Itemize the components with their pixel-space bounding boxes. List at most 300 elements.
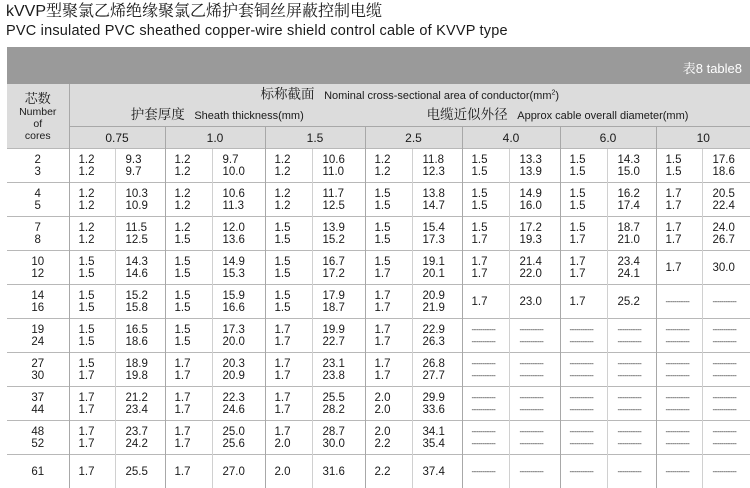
sheath-thickness-cell (462, 387, 509, 421)
diameter-value: 13.9 (520, 166, 560, 178)
sheath-value: 1.5 (79, 324, 115, 336)
diameter-value: 25.0 (223, 426, 265, 438)
sheath-thickness-cell (365, 319, 412, 353)
diameter-value: 30.0 (713, 262, 750, 274)
overall-diameter-cell (509, 319, 560, 353)
overall-diameter-cell (607, 285, 656, 319)
diameter-value: 20.0 (223, 336, 265, 348)
sheath-thickness-cell (69, 319, 115, 353)
diameter-value: 18.7 (323, 302, 365, 314)
overall-diameter-cell (509, 421, 560, 455)
overall-diameter-cell (509, 285, 560, 319)
not-available-dash: ----------- (472, 466, 509, 478)
not-available-dash: ----------- (520, 438, 560, 450)
nominal-header (69, 84, 750, 105)
diameter-value: 21.4 (520, 256, 560, 268)
sheath-thickness-cell (265, 319, 312, 353)
sheath-value: 1.7 (570, 234, 607, 246)
not-available-dash: ----------- (520, 392, 560, 404)
sheath-value: 1.7 (472, 256, 509, 268)
overall-diameter-cell (509, 251, 560, 285)
diameter-value: 10.0 (223, 166, 265, 178)
overall-diameter-cell (115, 353, 165, 387)
not-available-dash: ----------- (520, 466, 560, 478)
overall-diameter-cell (312, 251, 365, 285)
overall-diameter-cell (412, 353, 462, 387)
sheath-value: 2.0 (375, 404, 412, 416)
diameter-value: 13.6 (223, 234, 265, 246)
cores-header (7, 84, 69, 149)
sheath-thickness-cell (560, 217, 607, 251)
size-header-1: 1.0 (165, 127, 265, 149)
cores-value: 12 (7, 268, 69, 280)
diameter-value: 11.0 (323, 166, 365, 178)
sheath-thickness-cell (462, 149, 509, 183)
diameter-value: 22.9 (423, 324, 462, 336)
diameter-value: 16.0 (520, 200, 560, 212)
sheath-thickness-cell (165, 183, 212, 217)
diameter-value: 20.9 (423, 290, 462, 302)
sheath-value: 1.2 (79, 166, 115, 178)
not-available-dash: ----------- (520, 358, 560, 370)
sheath-thickness-cell (560, 251, 607, 285)
diameter-value: 11.7 (323, 188, 365, 200)
diameter-value: 18.9 (126, 358, 165, 370)
table-row (7, 217, 750, 251)
overall-diameter-cell (212, 217, 265, 251)
overall-diameter-cell (412, 387, 462, 421)
diameter-value: 31.6 (323, 466, 365, 478)
overall-diameter-cell (312, 455, 365, 488)
diameter-value: 21.9 (423, 302, 462, 314)
diameter-value: 27.7 (423, 370, 462, 382)
overall-diameter-cell (312, 421, 365, 455)
cores-value: 37 (7, 392, 69, 404)
table-row (7, 387, 750, 421)
cores-value: 27 (7, 358, 69, 370)
sheath-value: 1.5 (472, 154, 509, 166)
sheath-thickness-cell (365, 455, 412, 488)
diameter-value: 23.4 (126, 404, 165, 416)
cores-cell (7, 387, 69, 421)
overall-diameter-cell (702, 285, 750, 319)
diameter-value: 11.5 (126, 222, 165, 234)
cores-value: 16 (7, 302, 69, 314)
overall-diameter-cell (115, 421, 165, 455)
sheath-value: 1.7 (175, 358, 212, 370)
sheath-value: 1.5 (79, 256, 115, 268)
sheath-thickness-cell (365, 353, 412, 387)
not-available-dash: ----------- (713, 370, 750, 382)
title-english: PVC insulated PVC sheathed copper-wire shield control cable of KVVP type (6, 22, 508, 40)
diameter-value: 15.3 (223, 268, 265, 280)
sheath-value: 1.7 (375, 336, 412, 348)
sheath-thickness-cell (165, 353, 212, 387)
overall-diameter-cell (312, 149, 365, 183)
sheath-thickness-cell (165, 387, 212, 421)
overall-diameter-cell (312, 353, 365, 387)
not-available-dash: ----------- (713, 404, 750, 416)
sheath-value: 1.7 (570, 296, 607, 308)
not-available-dash: ----------- (618, 392, 656, 404)
not-available-dash: ----------- (570, 336, 607, 348)
diameter-value: 22.0 (520, 268, 560, 280)
diameter-value: 9.3 (126, 154, 165, 166)
sheath-thickness-cell (656, 149, 702, 183)
size-header-5: 6.0 (560, 127, 656, 149)
sheath-value: 1.5 (570, 154, 607, 166)
not-available-dash: ----------- (713, 426, 750, 438)
diameter-value: 26.7 (713, 234, 750, 246)
size-header-2: 1.5 (265, 127, 365, 149)
sheath-value: 1.5 (472, 166, 509, 178)
sheath-thickness-cell (365, 217, 412, 251)
diameter-value: 24.1 (618, 268, 656, 280)
sheath-value: 1.5 (175, 324, 212, 336)
not-available-dash: ----------- (713, 466, 750, 478)
sheath-value: 1.7 (79, 404, 115, 416)
not-available-dash: ----------- (472, 370, 509, 382)
diameter-value: 37.4 (423, 466, 462, 478)
diameter-value: 15.2 (126, 290, 165, 302)
sheath-thickness-cell (165, 455, 212, 488)
sheath-thickness-cell (656, 387, 702, 421)
diameter-value: 22.3 (223, 392, 265, 404)
sheath-value: 1.7 (472, 296, 509, 308)
title-chinese: kVVP型聚氯乙烯绝缘聚氯乙烯护套铜丝屏蔽控制电缆 (6, 2, 382, 22)
diameter-value: 23.4 (618, 256, 656, 268)
cores-value: 52 (7, 438, 69, 450)
size-header-4: 4.0 (462, 127, 560, 149)
sheath-header (69, 105, 365, 127)
not-available-dash: ----------- (520, 404, 560, 416)
sheath-thickness-cell (560, 353, 607, 387)
not-available-dash: ----------- (666, 324, 702, 336)
diameter-value: 20.3 (223, 358, 265, 370)
sheath-value: 1.5 (472, 200, 509, 212)
overall-diameter-cell (115, 217, 165, 251)
not-available-dash: ----------- (570, 404, 607, 416)
not-available-dash: ----------- (666, 358, 702, 370)
diameter-value: 19.1 (423, 256, 462, 268)
table-banner (7, 47, 750, 84)
overall-diameter-cell (115, 183, 165, 217)
not-available-dash: ----------- (472, 438, 509, 450)
sheath-value: 1.5 (275, 268, 312, 280)
overall-diameter-cell (607, 149, 656, 183)
sheath-value: 1.2 (79, 154, 115, 166)
overall-diameter-cell (702, 421, 750, 455)
sheath-value: 1.2 (79, 200, 115, 212)
sheath-thickness-cell (462, 353, 509, 387)
overall-diameter-cell (702, 251, 750, 285)
diameter-value: 16.2 (618, 188, 656, 200)
diameter-value: 11.8 (423, 154, 462, 166)
cores-cell (7, 455, 69, 488)
not-available-dash: ----------- (570, 324, 607, 336)
table-row (7, 251, 750, 285)
diameter-value: 29.9 (423, 392, 462, 404)
sheath-value: 1.2 (79, 188, 115, 200)
diameter-value: 12.3 (423, 166, 462, 178)
sheath-value: 1.7 (375, 290, 412, 302)
sheath-value: 1.2 (175, 222, 212, 234)
diameter-value: 9.7 (223, 154, 265, 166)
diameter-value: 10.6 (323, 154, 365, 166)
sheath-value: 1.5 (375, 256, 412, 268)
sheath-value: 2.0 (275, 466, 312, 478)
overall-diameter-cell (702, 387, 750, 421)
sheath-value: 1.2 (175, 188, 212, 200)
sheath-thickness-cell (365, 183, 412, 217)
cores-cell (7, 217, 69, 251)
overall-diameter-cell (509, 149, 560, 183)
sheath-value: 1.5 (79, 290, 115, 302)
sheath-value: 1.7 (375, 268, 412, 280)
overall-diameter-cell (607, 455, 656, 488)
size-header-6: 10 (656, 127, 750, 149)
cores-value: 61 (7, 466, 69, 478)
sheath-value: 1.5 (275, 222, 312, 234)
sheath-thickness-cell (656, 251, 702, 285)
not-available-dash: ----------- (666, 370, 702, 382)
overall-diameter-cell (509, 387, 560, 421)
sheath-value: 1.7 (666, 188, 702, 200)
sheath-value: 1.5 (175, 256, 212, 268)
diameter-value: 15.0 (618, 166, 656, 178)
sheath-value: 1.7 (666, 262, 702, 274)
not-available-dash: ----------- (618, 336, 656, 348)
diameter-value: 12.5 (126, 234, 165, 246)
cores-header-cn: 芯数 (7, 91, 69, 106)
sheath-thickness-cell (265, 217, 312, 251)
diameter-value: 23.8 (323, 370, 365, 382)
diameter-header (365, 105, 750, 127)
overall-diameter-cell (509, 353, 560, 387)
cores-value: 2 (7, 154, 69, 166)
not-available-dash: ----------- (666, 392, 702, 404)
diameter-value: 14.3 (618, 154, 656, 166)
diameter-value: 17.3 (223, 324, 265, 336)
sheath-value: 2.0 (275, 438, 312, 450)
sheath-value: 1.7 (275, 358, 312, 370)
diameter-value: 17.2 (323, 268, 365, 280)
overall-diameter-cell (509, 455, 560, 488)
overall-diameter-cell (115, 387, 165, 421)
sheath-thickness-cell (560, 319, 607, 353)
sheath-value: 1.5 (472, 188, 509, 200)
sheath-value: 2.0 (375, 392, 412, 404)
overall-diameter-cell (412, 183, 462, 217)
cores-cell (7, 285, 69, 319)
sheath-thickness-cell (69, 183, 115, 217)
overall-diameter-cell (607, 319, 656, 353)
cores-cell (7, 353, 69, 387)
sheath-thickness-cell (265, 387, 312, 421)
not-available-dash: ----------- (472, 324, 509, 336)
table-row (7, 183, 750, 217)
sheath-value: 1.7 (175, 404, 212, 416)
nominal-header-cn: 标称截面 (260, 87, 314, 102)
diameter-value: 28.2 (323, 404, 365, 416)
not-available-dash: ----------- (713, 324, 750, 336)
not-available-dash: ----------- (472, 336, 509, 348)
sheath-thickness-cell (265, 149, 312, 183)
sheath-value: 1.5 (570, 200, 607, 212)
not-available-dash: ----------- (666, 426, 702, 438)
overall-diameter-cell (212, 353, 265, 387)
size-header-0: 0.75 (69, 127, 165, 149)
overall-diameter-cell (509, 217, 560, 251)
sheath-value: 1.7 (275, 426, 312, 438)
sheath-value: 1.2 (275, 154, 312, 166)
overall-diameter-cell (412, 421, 462, 455)
diameter-value: 13.9 (323, 222, 365, 234)
diameter-value: 15.4 (423, 222, 462, 234)
diameter-value: 23.1 (323, 358, 365, 370)
overall-diameter-cell (312, 285, 365, 319)
sheath-value: 1.2 (175, 200, 212, 212)
cores-value: 44 (7, 404, 69, 416)
diameter-value: 10.6 (223, 188, 265, 200)
sheath-thickness-cell (656, 285, 702, 319)
cores-value: 19 (7, 324, 69, 336)
diameter-value: 17.9 (323, 290, 365, 302)
diameter-value: 20.9 (223, 370, 265, 382)
sheath-value: 1.7 (79, 370, 115, 382)
sheath-thickness-cell (560, 421, 607, 455)
not-available-dash: ----------- (570, 466, 607, 478)
sheath-value: 1.7 (666, 234, 702, 246)
sheath-value: 1.7 (175, 466, 212, 478)
overall-diameter-cell (509, 183, 560, 217)
overall-diameter-cell (412, 217, 462, 251)
sheath-thickness-cell (69, 285, 115, 319)
diameter-value: 25.5 (126, 466, 165, 478)
sheath-value: 1.5 (375, 234, 412, 246)
sheath-thickness-cell (165, 149, 212, 183)
sheath-thickness-cell (365, 251, 412, 285)
diameter-value: 30.0 (323, 438, 365, 450)
diameter-value: 16.6 (223, 302, 265, 314)
diameter-value: 25.5 (323, 392, 365, 404)
overall-diameter-cell (412, 455, 462, 488)
diameter-value: 11.3 (223, 200, 265, 212)
sheath-thickness-cell (69, 251, 115, 285)
diameter-value: 13.8 (423, 188, 462, 200)
not-available-dash: ----------- (520, 324, 560, 336)
not-available-dash: ----------- (618, 466, 656, 478)
sheath-value: 1.5 (666, 154, 702, 166)
diameter-value: 13.3 (520, 154, 560, 166)
sheath-value: 1.7 (175, 370, 212, 382)
overall-diameter-cell (702, 217, 750, 251)
diameter-value: 28.7 (323, 426, 365, 438)
sheath-thickness-cell (69, 149, 115, 183)
overall-diameter-cell (115, 319, 165, 353)
sheath-value: 1.7 (79, 438, 115, 450)
sheath-value: 1.7 (375, 358, 412, 370)
cores-value: 4 (7, 188, 69, 200)
sheath-value: 1.7 (472, 268, 509, 280)
overall-diameter-cell (115, 455, 165, 488)
overall-diameter-cell (212, 421, 265, 455)
cores-cell (7, 149, 69, 183)
cores-value: 3 (7, 166, 69, 178)
not-available-dash: ----------- (666, 296, 702, 308)
diameter-value: 27.0 (223, 466, 265, 478)
sheath-value: 1.5 (175, 290, 212, 302)
sheath-value: 1.2 (375, 166, 412, 178)
cores-cell (7, 421, 69, 455)
sheath-thickness-cell (462, 251, 509, 285)
sheath-value: 1.7 (79, 426, 115, 438)
not-available-dash: ----------- (570, 426, 607, 438)
sheath-value: 1.7 (175, 392, 212, 404)
overall-diameter-cell (212, 149, 265, 183)
overall-diameter-cell (607, 353, 656, 387)
diameter-value: 17.3 (423, 234, 462, 246)
diameter-value: 17.6 (713, 154, 750, 166)
overall-diameter-cell (115, 285, 165, 319)
nominal-header-en-text: Nominal cross-sectional area of conductor(mm (324, 90, 551, 102)
sheath-value: 1.2 (79, 234, 115, 246)
sheath-value: 1.5 (79, 358, 115, 370)
overall-diameter-cell (312, 387, 365, 421)
sheath-value: 1.5 (570, 166, 607, 178)
sheath-value: 1.5 (175, 302, 212, 314)
overall-diameter-cell (702, 183, 750, 217)
sheath-thickness-cell (265, 285, 312, 319)
diameter-value: 21.0 (618, 234, 656, 246)
diameter-value: 25.6 (223, 438, 265, 450)
cores-header-en-2: of (7, 118, 69, 130)
diameter-value: 10.3 (126, 188, 165, 200)
diameter-value: 10.9 (126, 200, 165, 212)
diameter-value: 23.7 (126, 426, 165, 438)
diameter-value: 18.6 (126, 336, 165, 348)
sheath-thickness-cell (165, 421, 212, 455)
sheath-thickness-cell (265, 353, 312, 387)
not-available-dash: ----------- (713, 358, 750, 370)
sheath-value: 1.2 (275, 188, 312, 200)
sheath-thickness-cell (365, 149, 412, 183)
not-available-dash: ----------- (618, 404, 656, 416)
sheath-thickness-cell (656, 319, 702, 353)
diameter-value: 19.3 (520, 234, 560, 246)
sheath-value: 1.5 (175, 268, 212, 280)
table-row (7, 421, 750, 455)
not-available-dash: ----------- (472, 426, 509, 438)
overall-diameter-cell (212, 455, 265, 488)
overall-diameter-cell (212, 319, 265, 353)
sheath-thickness-cell (656, 217, 702, 251)
sheath-thickness-cell (265, 455, 312, 488)
diameter-value: 14.7 (423, 200, 462, 212)
overall-diameter-cell (212, 183, 265, 217)
diameter-value: 19.8 (126, 370, 165, 382)
overall-diameter-cell (212, 251, 265, 285)
size-header-3: 2.5 (365, 127, 462, 149)
sheath-header-cn: 护套厚度 (131, 107, 185, 122)
sheath-value: 1.7 (79, 392, 115, 404)
overall-diameter-cell (212, 387, 265, 421)
not-available-dash: ----------- (713, 438, 750, 450)
overall-diameter-cell (312, 183, 365, 217)
table-row (7, 319, 750, 353)
not-available-dash: ----------- (618, 426, 656, 438)
diameter-value: 25.2 (618, 296, 656, 308)
